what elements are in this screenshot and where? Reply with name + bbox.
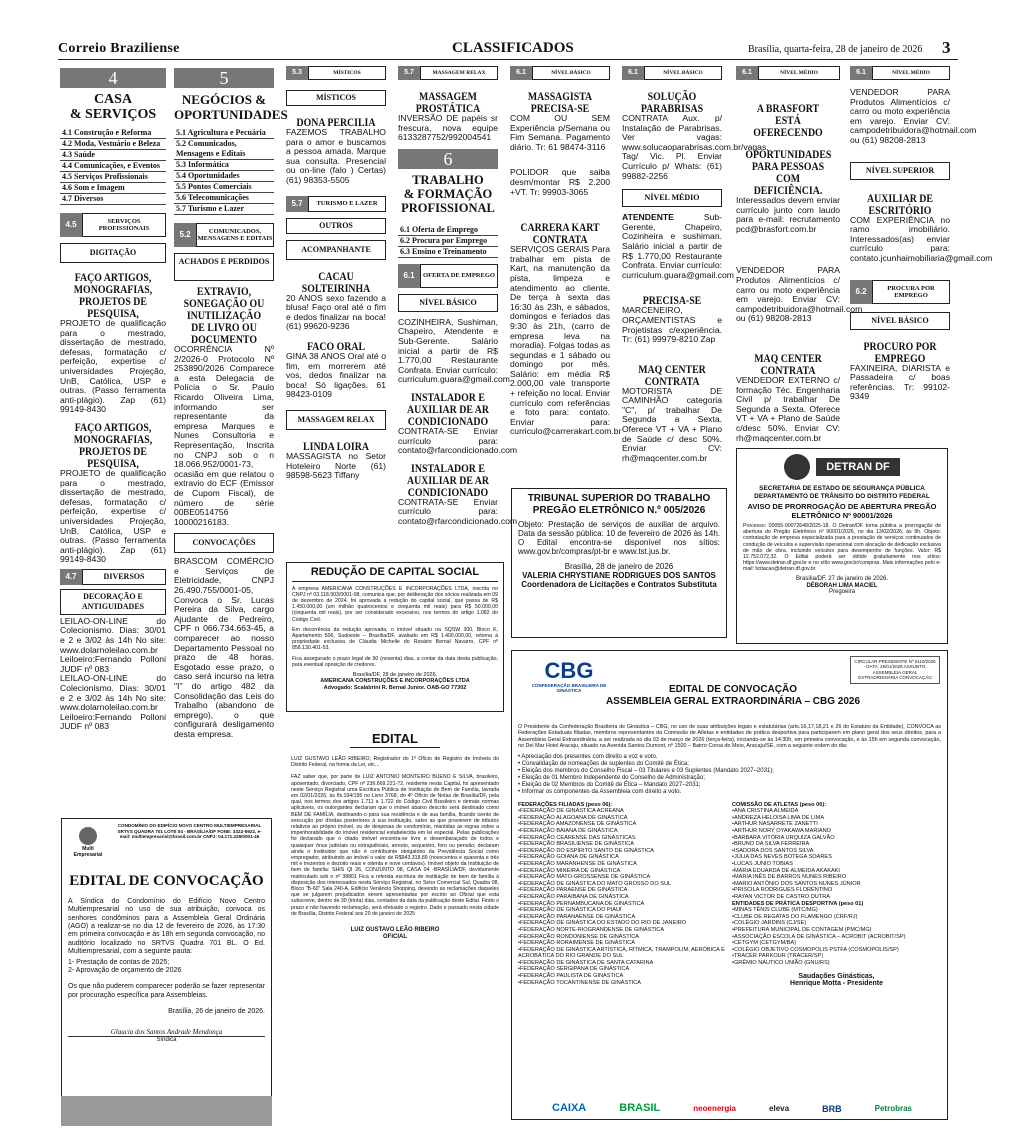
notice-title: EDITAL bbox=[350, 732, 440, 748]
ad-text: 20 ANOS sexo fazendo a blusa! Faço oral até o fim e dedos finalizar na boca! (61) 99620-9236 bbox=[286, 292, 386, 332]
ad-text: FAXINEIRA, DIARISTA e Passadeira c/ boas referências. Tr: 99102-9349 bbox=[850, 362, 950, 402]
ad-title: CACAU SOLTEIRINHA bbox=[301, 268, 371, 295]
subsection-label: ACOMPANHANTE bbox=[286, 240, 386, 260]
ad-text: OCORRÊNCIA Nº 2/2026-0 Protocolo Nº 253890/2026 Comparece a esta Delegacia de Polícia o Sr. Paulo Ricardo Oliveira Lima, informando ser representante da empresa Marques e Nunes Consultoria e Representação, Inscrita no CNPJ sob o n 18.066.952/0001-73, ocasião em que relatou o extravio do ECF (Emissor de Cupom Fiscal), de número de série 00BE0514756 10000216183. bbox=[174, 344, 274, 527]
ad-title: DONA PERCILIA bbox=[296, 115, 376, 129]
agenda-item: • Convalidação de nomeações de suplentes do Comitê de Ética; bbox=[518, 760, 689, 767]
edital-notice bbox=[286, 732, 504, 1130]
notice-title: TRIBUNAL SUPERIOR DO TRABALHO bbox=[527, 493, 711, 504]
notice-signer: AMERICANA CONSTRUÇÕES E INCORPORAÇÕES LTDA bbox=[320, 678, 470, 685]
ad-title: LINDA LOIRA bbox=[303, 438, 369, 453]
agenda-list bbox=[518, 754, 941, 796]
circular-stamp: CIRCULAR PRESIDENTE Nº 0110/2026 - DATA: 26/01/2026 ASSUNTO: ASSEMBLEIA GERAL EXTRAORDINÁRIA CONVOCAÇÃO bbox=[850, 656, 940, 684]
notice-text: A Síndica do Condomínio do Edifício Novo Centro Multiempresarial no uso de sua atribuição, convoca os senhores condôminos para a Assembleia Geral Ordinária (AGO) a realizar-se no dia 12 de fevereiro de 2026, às 17:30 em primeira convocação e às 18h em segunda convocação, no auditório localizado no SRTVS Quadra 701 BL. O Ed. Multiempresarial, com a seguinte pauta: bbox=[68, 897, 265, 956]
subsection-label: ACHADOS E PERDIDOS bbox=[174, 253, 274, 281]
category-item[interactable]: 5.5 Pontos Comerciais bbox=[174, 182, 274, 193]
detran-notice bbox=[736, 448, 948, 644]
category-item[interactable]: 6.2 Procura por Emprego bbox=[398, 236, 498, 247]
ad-text: Interessados devem enviar currículo junto com laudo para e-mail: recrutamento pcd@brasfort.com.br bbox=[736, 195, 840, 234]
ad-title: FACO ORAL bbox=[306, 338, 366, 353]
ad-text: MOTORISTA DE CAMINHÃO categoria "C", p/ trabalhar De Segunda a Sexta. Oferece VT + VA + Plano de Saúde c/ desc 50%. Enviar CV: rh@maqcenter.com.br bbox=[622, 385, 722, 463]
section-tag: 5.7 TURISMO E LAZER bbox=[286, 196, 386, 212]
subsection-label: NÍVEL SUPERIOR bbox=[850, 162, 950, 180]
notice-text: Objeto: Prestação de serviços de auxiliar de arquivo. Data da sessão pública: 10 de fevereiro de 2026 às 14h. O Edital encontra-se disponível nos sítios: www.gov.br/compras/pt-br e www.tst.jus.br. bbox=[518, 520, 720, 556]
capital-reduction-notice bbox=[286, 562, 504, 712]
sponsor-logo: neoenergia bbox=[693, 1104, 736, 1114]
agenda-item: • Eleição dos membros do Conselho Fiscal – 03 Titulares e 03 Suplentes (Mandato 2027–2031); bbox=[518, 767, 774, 774]
athletes-and-entities-list: COMISSÃO DE ATLETAS (peso 06): •ANA CRISTINA ALMEIDA •ANDREZA HELOISA LIMA DE LIMA •ARTHUR NASARRETE ZANETTI •ARTHUR NORY OYAKAWA MARIANO •BÁRBARA VITÓRIA URQUIZA GALVÃO •BRUNO DA SILVA FERREIRA •ISADORA DOS SANTOS SILVA •JÚLIA DAS NEVES BOTEGA SOARES •LUCAS JUNIO TOBIAS •MARIA EDUARDA DE ALMEIDA AKAKAKI •MARIA INÊS DE BARROS NUNES RIBEIRO •MARIO ANTÔNIO DOS SANTOS NUNES JÚNIOR •PRISCILA RODRIGUES FLORENTINO •RAYAN VICTOR DE CASTRO DUTRA ENTIDADES DE PRÁTICA DESPORTIVA (peso 01) •MINAS TÊNIS CLUBE (MTC/MG) •CLUBE DE REGATAS DO FLAMENGO (CRF/RJ) •COLÉGIO JARDINS (CJ/SE) •PREFEITURA MUNICIPAL DE CONTAGEM (PMC/MG) •ASSOCIAÇÃO ESCOLA DE GINÁSTICA – ACROBIT (ACROBIT/SP) •CETGYM (CETGYM/BA) •COLÉGIO OBJETIVO COSMOPOLIS PSTFA (COSMOPOLIS/SP) •TRACER PARKOUR (TRACER/SP) •GRÊMIO NÁUTICO UNIÃO (GNU/RS) Saudações Ginásticas, Henrique Motta - Presidente bbox=[732, 802, 941, 988]
gray-filler bbox=[61, 1096, 272, 1126]
notice-date: Brasília/DF, 27 de janeiro de 2026. bbox=[795, 575, 889, 582]
ad-text: VENDEDOR PARA Produtos Alimentícios c/ carro ou moto experiência em varejo. Enviar CV: campodetribuidora@hotmail.com ou (61) 98208-2813 bbox=[850, 87, 977, 145]
federations-list: FEDERAÇÕES FILIADAS (peso 06): •FEDERAÇÃO DE GINÁSTICA ACREANA •FEDERAÇÃO ALAGOANA DE GINÁSTICA •FEDERAÇÃO AMAZONENSE DE GINÁSTICA •FEDERAÇÃO BAIANA DE GINÁSTICA •FEDERAÇÃO CEARENSE DAS GINÁSTICAS •FEDERAÇÃO BRASILIENSE DE GINÁSTICA •FEDERAÇÃO DO ESPÍRITO SANTO DE GINÁSTICA •FEDERAÇÃO GOIANA DE GINÁSTICA •FEDERAÇÃO MARANHENSE DE GINÁSTICA •FEDERAÇÃO MINEIRA DE GINÁSTICA •FEDERAÇÃO MATO-GROSSENSE DE GINÁSTICA •FEDERAÇÃO DE GINÁSTICA DO MATO GROSSO DO SUL •FEDERAÇÃO PARAENSE DE GINÁSTICA •FEDERAÇÃO PARAIBANA DE GINÁSTICA •FEDERAÇÃO PERNAMBUCANA DE GINÁSTICA •FEDERAÇÃO DE GINÁSTICA DO PIAUÍ •FEDERAÇÃO PARANAENSE DE GINÁSTICA •FEDERAÇÃO DE GINÁSTICA DO ESTADO DO RIO DE JANEIRO •FEDERAÇÃO NORTE-RIOGRANDENSE DE GINÁSTICA •FEDERAÇÃO RONDONIENSE DE GINÁSTICA •FEDERAÇÃO RORAIMENSE DE GINÁSTICA •FEDERAÇÃO DE GINÁSTICA ARTÍSTICA, RÍTMICA, TRAMPOLIM, AERÓBICA E ACROBÁTICA DO RIO GRANDE DO SUL •FEDERAÇÃO DE GINÁSTICA DE SANTA CATARINA •FEDERAÇÃO SERGIPANA DE GINÁSTICA •FEDERAÇÃO PAULISTA DE GINÁSTICA •FEDERAÇÃO TOCANTINENSE DE GINÁSTICA bbox=[518, 801, 725, 986]
category-item[interactable]: 6.3 Ensino e Treinamento bbox=[398, 247, 498, 258]
sponsor-logo: BRASIL bbox=[619, 1102, 661, 1115]
ad-text: MARCENEIRO, ORÇAMENTISTAS e Projetistas c/experiência. Tr: (61) 99979-8210 Zap bbox=[622, 305, 722, 345]
category-item[interactable]: 5.6 Telecomunicações bbox=[174, 193, 274, 204]
ad-subtitle: OPORTUNIDADES PARA PESSOAS COM DEFICIÊNCIA. bbox=[745, 147, 832, 197]
ad-title: PRECISA-SE bbox=[642, 293, 702, 308]
section-tag: 6.2 PROCURA POR EMPREGO bbox=[850, 280, 950, 304]
column-header: 5.3 MÍSTICOS bbox=[286, 66, 386, 80]
detran-emblem-icon bbox=[784, 454, 810, 480]
notice-text: O Presidente da Confederação Brasileira de Ginástica – CBG, no uso de suas atribuições legais e estatutárias (arts.16,17,18,21 e 26 do Estatuto da Entidade), CONVOCA as Federações Estaduais filiadas, membros representantes da Comissão de Atletas e entidades de prática desportiva para participarem em plano geral dos seus direitos, para a Assembleia Geral Extraordinária, a ser realizada no dia 03 de março de 2026 (terça-feira), iniciando-se às 14:30h, em primeira convocação, e às 15h em segunda convocação, no Del Mar Hotel Aracaju, situado na Avenida Santos Dumont, nº 1500 – Bairro Coroa do Meio, Aracaju/SE, com a seguinte ordem do dia: bbox=[518, 724, 941, 750]
agenda-item: • Informar os componentes da Assembleia com direito a voto. bbox=[518, 788, 682, 795]
notice-date: Brasília/DF, 28 de janeiro de 2026. bbox=[352, 672, 438, 679]
category-item[interactable]: 5.4 Oportunidades bbox=[174, 171, 274, 182]
sponsor-logo: CAIXA bbox=[552, 1102, 587, 1115]
tst-notice bbox=[511, 488, 727, 638]
column-casa-servicos bbox=[60, 68, 166, 890]
column-trabalho bbox=[398, 66, 518, 556]
category-item[interactable]: 4.3 Saúde bbox=[60, 150, 166, 161]
notice-role: Coordenadora de Licitações e Contratos Substituta bbox=[521, 580, 717, 590]
notice-text: Fica assegurado o prazo legal de 90 (noventa) dias, a contar da data desta publicação, para eventual oposição de credores. bbox=[292, 655, 498, 668]
category-item[interactable]: 4.6 Som e Imagem bbox=[60, 183, 166, 194]
ad-title: MAQ CENTER CONTRATA bbox=[754, 350, 822, 377]
section-number: 4 bbox=[60, 68, 166, 88]
agenda-item: 1- Prestação de contas de 2025; bbox=[68, 958, 170, 966]
ad-text: COM OU SEM Experiência p/Semana ou Fim Semana. Pagamento diário. Tr: 61 98474-3116 bbox=[510, 113, 610, 152]
subsection-label: MÍSTICOS bbox=[286, 90, 386, 106]
ad-text: PROJETO de qualificação para o mestrado, dissertação de mestrado, defesas, formatação c/ perfeição, expertise c/ universidades Projeção, UnB, Católica, USP e outras. (Passo ferramenta anti-plágio). Zap (61) 99149-8430 bbox=[60, 318, 166, 415]
page-number: 3 bbox=[942, 38, 951, 57]
ad-text: COZINHEIRA, Sushiman, Chapeiro, Atendente e Sub-Gerente. Salário inicial a partir de R$ 1.770,00 Restaurante Confrata. Enviar currículo: curriculum.guara@gmail.com bbox=[398, 316, 510, 385]
category-item[interactable]: 4.1 Construção e Reforma bbox=[60, 128, 166, 139]
newspaper-brand: Correio Braziliense bbox=[58, 41, 180, 56]
ad-title: SOLUÇÃO PARABRISAS bbox=[640, 89, 704, 115]
ad-text: SERVIÇOS GERAIS Para trabalhar em pista de Kart, na manutenção da pista, limpeza e atendimento ao cliente. De terça à sexta das 16:30 às 23h, e sábados, domingos e feriados das 9:30 às 21h, (carro de empresa leva na moradia). Folgas todas as segundas e 1 sábado ou domingo por mês. Salário: em média R$ 2.000,00 vale transporte + refeição no local. Enviar currículo com referências e foto para: contato. Enviar para: curriculo@carrerakart.com.br bbox=[510, 244, 622, 437]
column-header: 6.1 NÍVEL MÉDIO bbox=[850, 66, 950, 80]
column-nivel-medio bbox=[736, 66, 863, 443]
subsection-label: NÍVEL MÉDIO bbox=[622, 189, 722, 207]
subsection-label: NÍVEL BÁSICO bbox=[850, 312, 950, 330]
building-icon bbox=[79, 827, 97, 845]
column-nivel-basico-2 bbox=[622, 66, 769, 486]
closing: Saudações Ginásticas, bbox=[798, 973, 875, 981]
ad-text: BRASCOM COMÉRCIO e Serviços de Eletricidade, CNPJ 26.490.755/0001-05, Convoca o Sr. Lucas Pereira da Silva, cargo Ajudante de Pedreiro, CPF n 066.734.663-45, a comparecer ao nosso Departamento Pessoal no prazo de 48 horas. Esgotado esse prazo, o caso será incurso na letra "I" do artigo 482 da Consolidação das Leis do Trabalho (abandono de emprego), o que configurará desligamento desta empresa. bbox=[174, 556, 274, 739]
ad-text: POLIDOR que saiba desm/montar R$ 2.200 +VT. Tr: 99903-3065 bbox=[510, 167, 610, 197]
section-tag: 4.5 SERVIÇOS PROFISSIONAIS bbox=[60, 213, 166, 237]
category-list bbox=[398, 225, 498, 258]
ad-text: GINA 38 ANOS Oral até o fim, em morrerem até vos, dedos finalizar na boca! Só ligações. 61 98423-0109 bbox=[286, 350, 386, 400]
notice-role: OFICIAL bbox=[383, 933, 407, 940]
ad-text: INVERSÃO DE papéis sr frescura, nova equipe 6133287752/992004541 bbox=[398, 113, 498, 143]
condo-header bbox=[68, 823, 265, 859]
notice-date: Brasília, 26 de janeiro de 2026. bbox=[168, 1008, 265, 1016]
ad-title: INSTALADOR E AUXILIAR DE AR CONDICIONADO bbox=[407, 460, 490, 499]
ad-title: PROCURO POR EMPREGO bbox=[863, 338, 937, 365]
ad-title: MASSAGEM PROSTÁTICA bbox=[415, 89, 481, 115]
category-item[interactable]: 5.2 Comunicados, Mensagens e Editais bbox=[174, 139, 274, 160]
notice-org: SECRETARIA DE ESTADO DE SEGURANÇA PÚBLICA DEPARTAMENTO DE TRÂNSITO DO DISTRITO FEDERAL bbox=[754, 485, 930, 500]
notice-signer: VALERIA CHRYSTIANE RODRIGUES DOS SANTOS bbox=[522, 571, 716, 581]
section-tag: 5.2 COMUNICADOS, MENSAGENS E EDITAIS bbox=[174, 223, 274, 247]
sponsor-strip bbox=[552, 1102, 912, 1115]
cbg-notice bbox=[511, 650, 948, 1120]
notice-text: LUIZ GUSTAVO LEÃO RIBEIRO, Registrador do 1º Ofício de Registro de Imóveis do Distrito Federal, na forma da Lei, etc... bbox=[291, 755, 499, 769]
ad-text: COM EXPERIÊNCIA no ramo imobiliário. Interessados(as) enviar currículo para: contato.jcunhaimobiliaria@gmail.com bbox=[850, 214, 993, 263]
agenda-item: • Eleição de 02 Membros do Comitê de Ética – Mandato 2027–2031; bbox=[518, 781, 701, 788]
ad-title: AUXILIAR DE ESCRITÓRIO bbox=[867, 190, 933, 217]
cbg-header bbox=[518, 656, 941, 724]
section-tag: 6.1 OFERTA DE EMPREGO bbox=[398, 264, 498, 288]
ad-text: VENDEDOR EXTERNO c/ formação Téc. Engenharia Civil p/ trabalhar De Segunda a Sexta. Oferece VT + VA + Plano de Saúde c/desc 50%. Enviar CV: rh@maqcenter.com.br bbox=[736, 374, 840, 443]
sponsor-logo: BRB bbox=[822, 1103, 842, 1114]
category-item[interactable]: 4.5 Serviços Profissionais bbox=[60, 172, 166, 183]
notice-text: Em decorrência da redução aprovada, o imóvel situado na SQSW 300, Bloco K, Apartamento 506, Sudoeste – Brasília/DF, avaliado em R$ 1.400.000,00, retorna à propriedade exclusiva de Cláudia Michelle do Rosário Bernal Navarro, CPF nº 858.130.401-53. bbox=[292, 626, 498, 652]
section-number: 6 bbox=[398, 149, 498, 169]
signature: Glaucia dos Santos Andrade Mendonça bbox=[68, 1028, 265, 1037]
condo-logo: Multi Empresarial bbox=[68, 823, 108, 859]
notice-role: Síndica bbox=[156, 1037, 177, 1044]
category-item[interactable]: 4.2 Moda, Vestuário e Beleza bbox=[60, 139, 166, 150]
category-list bbox=[60, 128, 166, 205]
ad-title: EXTRAVIO, SONEGAÇÃO OU INUTILIZAÇÃO DE LIVRO OU DOCUMENTO bbox=[183, 284, 265, 346]
ad-text: MASSAGISTA no Setor Hoteleiro Norte (61) 98598-5623 Tiffany bbox=[286, 450, 386, 481]
notice-signer: DÉBORAH LIMA MACIEL bbox=[806, 582, 878, 589]
category-item[interactable]: 5.1 Agricultura e Pecuária bbox=[174, 128, 274, 139]
column-header: 6.1 NÍVEL BÁSICO bbox=[622, 66, 722, 80]
notice-text: Os que não puderem comparecer poderão se fazer representar por procuração específica para Assembleias. bbox=[68, 983, 265, 999]
column-misticos bbox=[286, 66, 386, 556]
category-item[interactable]: 4.7 Diversos bbox=[60, 194, 166, 205]
ad-text: CONTRATA Aux. p/ Instalação de Parabrisas. Ver vagas: www.solucaoparabrisas.com.br/vagas. Tag/ Vic. Pl. Enviar Currículo p/ Whats: (61) 99882-2256 bbox=[622, 113, 769, 181]
ad-text: LEILAO-ON-LINE do Colecionismo. Dias: 30/01 e 2 e 3/02 às 14h No site: www.dolarnoleilao.com.br Leiloeiro:Fernando Polloni JUDF nº 083 bbox=[60, 615, 166, 674]
section-number: 5 bbox=[174, 68, 274, 88]
notice-text: FAZ saber que, por parte de LUIZ ANTONIO MONTEIRO BUENO E SILVA, brasileiro, aposentado, divorciado, CPF nº 236.669.221-72, residente nesta Capital, foi apresentado neste Serviço Registral uma Escritura Pública de Instituição de Bem de Família, lavrada em 02/01/2026, às fls.194/195 no Livro 3768, do 4º Ofício de Notas de Brasília/DF, pela qual, nos termos dos artigos 1.711 a 1.722 do Código Civil Brasileiro e demais normas aplicáveis, os outorgantes declaram que o imóvel abaixo descrito será destinado como BEM DE FAMÍLIA, destinando-o para sua residência e de sua família, ficando isento de execução por dívidas posteriores à sua instituição, salvo as que provierem de tributos relativos ao próprio imóvel, ou de despesas de condomínio, mantidas as regras sobre a impenhorabilidade do imóvel residencial estabelecida em lei especial. Pelas publicações foi declarado que o citado imóvel encontra-se livre e desembaraçado de todos e quaisquer ônus judiciais ou extrajudiciais, arresto, sequestro, foro ou pensão; declaram ainda o Instituidor que não é contribuinte obrigatório da Previdência Social como empregador, atribuindo ao imóvel o valor de R$943.318,89 (novecentos e quarenta e três mil e trezentos e dezoito reais e oitenta e nove centavos). Imóvel objeto da Instituição de bem de família: SHIS QI 26, CONJUNTO 08, CASA 04 -BRASÍLIA/DF, devidamente matriculado sob o nº 38801 Fica a referida escritura de instituição de bem de família à disposição dos interessados nesta Serviço Registral, no Setor Comercial Sul, Quadra 08, Bloco "B-60" Sala 240-A, Edifício Venâncio Shopping, devendo as reclamações daqueles que se julgarem prejudicados serem apresentadas por escrito ao Oficial que esta subscreve, dentro de 30 (trinta) dias, contados da data da publicação deste Edital. Findo o prazo e não havendo reclamação, será efetuado o registro. Dado e passado nesta cidade de Brasília, Distrito Federal aos 20 de janeiro de 2025 bbox=[291, 774, 499, 917]
page-header bbox=[58, 38, 958, 60]
ad-title: FAÇO ARTIGOS, MONOGRAFIAS, PROJETOS DE PESQUISA, bbox=[73, 419, 153, 470]
subsection-label: OUTROS bbox=[286, 218, 386, 234]
section-heading: TRABALHO & FORMAÇÃO PROFISSIONAL bbox=[401, 172, 495, 215]
detran-logo: DETRAN DF bbox=[743, 453, 941, 481]
ad-text: FAZEMOS TRABALHO para o amor e buscamos a pessoa amada. Marque sua consulta. Presencial ou on-line (falo ) Certas) (61) 98353-5505 bbox=[286, 127, 386, 185]
subsection-label: DECORAÇÃO E ANTIGUIDADES bbox=[60, 589, 166, 615]
dateline: Brasília, quarta-feira, 28 de janeiro de 2026 bbox=[748, 44, 923, 55]
ad-title: FAÇO ARTIGOS, MONOGRAFIAS, PROJETOS DE PESQUISA, bbox=[73, 270, 153, 320]
category-item[interactable]: 5.7 Turismo e Lazer bbox=[174, 204, 274, 215]
notice-role: Pregoeira bbox=[828, 589, 855, 596]
column-header: 6.1 NÍVEL MÉDIO bbox=[736, 66, 840, 80]
sponsor-logo: Petrobras bbox=[874, 1104, 912, 1114]
condo-notice bbox=[61, 818, 272, 1118]
ad-title: A BRASFORT ESTÁ OFERECENDO bbox=[753, 101, 823, 139]
notice-advocate: Advogado: Scalabrini R. Bernal Junior. OAB-GO 77302 bbox=[323, 684, 467, 691]
ad-text: CONTRATA-SE Enviar currículo para: contato@rfarcondicionado.com bbox=[398, 425, 518, 456]
column-header: 6.1 NÍVEL BÁSICO bbox=[510, 66, 610, 80]
column-nivel-basico bbox=[510, 66, 622, 486]
notice-title: REDUÇÃO DE CAPITAL SOCIAL bbox=[292, 566, 498, 582]
section-tag: 4.7 DIVERSOS bbox=[60, 569, 166, 585]
notice-text: A empresa AMERICANA CONSTRUÇÕES E INCORPORAÇÕES LTDA, inscrita no CNPJ nº 03.118.903/0001-08, comunica que, por deliberação dos sócios realizada em 09 de dezembro de 2024, foi aprovada a redução do capital social, que passa de R$ 1.450.000,00 (um milhão quatrocentos e cinquenta mil reais) para R$ 50.000,00 (cinquenta mil reais), por ser considerado excessivo, nos termos do artigo 1.082 do Código Civil. bbox=[292, 585, 498, 623]
cbg-logo: CBG CONFEDERAÇÃO BRASILEIRA DE GINÁSTICA bbox=[531, 658, 607, 694]
ad-text: CONTRATA-SE Enviar currículo para: contato@rfarcondicionado.com bbox=[398, 496, 518, 526]
section-heading: NEGÓCIOS & OPORTUNIDADES bbox=[174, 92, 288, 122]
ad-title: INSTALADOR E AUXILIAR DE AR CONDICIONADO bbox=[407, 389, 490, 428]
notice-signer: Henrique Motta - Presidente bbox=[790, 980, 883, 988]
ad-title: MAQ CENTER CONTRATA bbox=[638, 361, 706, 388]
ad-text: LEILAO-ON-LINE do Colecionismo. Dias: 30/01 e 2 e 3/02 às 14h No site: www.dolarnoleilao.com.br Leiloeiro:Fernando Polloni JUDF nº 083 bbox=[60, 673, 166, 732]
agenda-item: • Eleição de 01 Membro Independente do Conselho de Administração; bbox=[518, 774, 705, 781]
sponsor-logo: eleva bbox=[769, 1104, 790, 1114]
category-item[interactable]: 4.4 Comunicações, e Eventos bbox=[60, 161, 166, 172]
voters-lists bbox=[518, 802, 941, 988]
notice-signer: LUIZ GUSTAVO LEÃO RIBEIRO bbox=[350, 927, 440, 934]
notice-title: AVISO DE PRORROGAÇÃO DE ABERTURA PREGÃO ELETRÔNICO Nº 90001/2026 bbox=[747, 502, 937, 520]
notice-title: EDITAL DE CONVOCAÇÃO bbox=[69, 872, 264, 889]
column-negocios bbox=[174, 68, 288, 828]
subsection-label: MASSAGEM RELAX bbox=[286, 410, 386, 430]
subsection-label: CONVOCAÇÕES bbox=[174, 533, 274, 553]
category-item[interactable]: 5.3 Informática bbox=[174, 160, 274, 171]
notice-subtitle: ASSEMBLEIA GERAL EXTRAORDINÁRIA – CBG 2026 bbox=[605, 696, 861, 707]
ad-text: PROJETO de qualificação para o mestrado, dissertação de mestrado, defesas, formatação c/ perfeição, expertise c/ universidades Projeção, UnB, Católica, USP e outras. (Passo ferramenta anti-plágio). Zap (61) 99149-8430 bbox=[60, 467, 166, 565]
agenda-item: • Apreciação dos presentes com direito a voz e voto. bbox=[518, 753, 658, 760]
notice-title: EDITAL DE CONVOCAÇÃO bbox=[669, 684, 797, 695]
ad-title: MASSAGISTA PRECISA-SE bbox=[527, 89, 593, 115]
ad-text: ATENDENTE Sub-Gerente, Chapeiro, Cozinheira e sushiman. Salário inicial a partir de R$ 1.770,00 Restaurante Confrata. Enviar currículo: curriculum.guara@gmail.com bbox=[622, 212, 734, 280]
ad-title: CARRERA KART CONTRATA bbox=[520, 220, 600, 247]
section-title: CLASSIFICADOS bbox=[452, 40, 574, 56]
section-heading: CASA & SERVIÇOS bbox=[69, 92, 157, 122]
subsection-label: NÍVEL BÁSICO bbox=[398, 294, 498, 312]
notice-date: Brasília, 28 de janeiro de 2026 bbox=[564, 562, 674, 571]
ad-text: VENDEDOR PARA Produtos Alimentícios c/ carro ou moto experiência em varejo. Enviar CV: campodetribuidora@hotmail.com ou (61) 98208-2813 bbox=[736, 265, 863, 324]
notice-text: Processo: 00055-00072648/2025-18. O Detran/DF torna pública a prorrogação de abertura do Pregão Eletrônico nº 90001/2026, no dia 13/02/2026, às 9h. Objeto: contratação de empresa especializada para a prestação de serviços continuados de condução de veículos e supervisão operacional com alocação de dedicação exclusiva de mão de obra, incluindo veículos para desempenho de funções. Valor: R$ 12.752.072,32. O Edital poderá ser obtido gratuitamente nos sítios: https://www.detran.df.gov.br e no sítio www.gov.br/compras. Mais informações pelo e-mail: licitacao@detran.df.gov.br. bbox=[743, 523, 941, 573]
category-list bbox=[174, 128, 274, 215]
agenda-item: 2- Aprovação de orçamento de 2026 bbox=[68, 967, 182, 974]
column-header: 5.7 MASSAGEM RELAX bbox=[398, 66, 498, 80]
column-nivel-medio-2 bbox=[850, 66, 993, 436]
subsection-label: DIGITAÇÃO bbox=[60, 243, 166, 263]
notice-subtitle: PREGÃO ELETRÔNICO N.º 005/2026 bbox=[532, 504, 706, 516]
category-item[interactable]: 6.1 Oferta de Emprego bbox=[398, 225, 498, 236]
condo-address: CONDOMÍNIO DO EDIFÍCIO NOVO CENTRO MULTIEMPRESARIAL SRTVS QUADRA 701 LOTE 04 - BRASÍLIA/DF FONE: 3322-5922, e-mail: multiempresarial@brasil.com.br CNPJ: 04.171.226/0001-46 bbox=[117, 823, 262, 840]
